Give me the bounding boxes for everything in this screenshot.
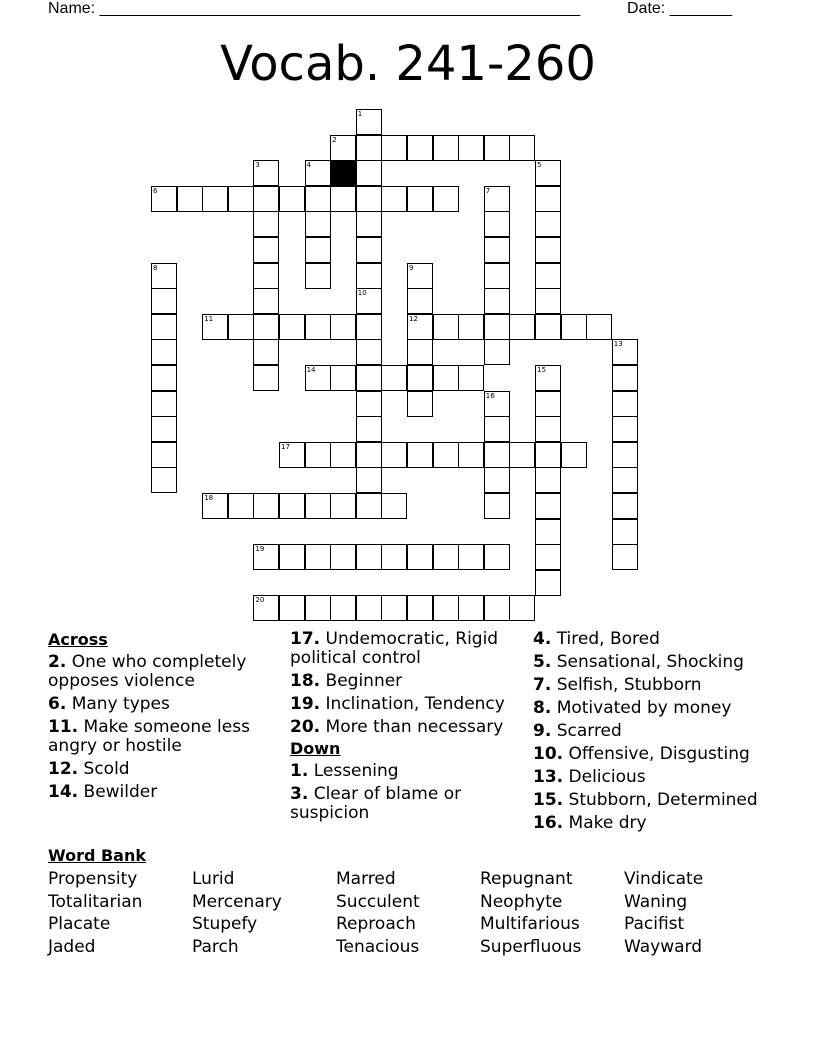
clue-text: Sensational, Shocking — [551, 652, 744, 672]
grid-cell[interactable] — [356, 135, 382, 161]
grid-cell[interactable] — [484, 493, 510, 519]
word-bank-word: Superfluous — [480, 937, 582, 958]
word-bank-word: Multifarious — [480, 914, 580, 935]
grid-cell[interactable] — [253, 288, 279, 314]
grid-cell[interactable] — [177, 186, 203, 212]
grid-cell[interactable] — [484, 135, 510, 161]
grid-cell[interactable] — [253, 365, 279, 391]
grid-cell[interactable] — [202, 314, 228, 340]
grid-cell[interactable] — [535, 391, 561, 417]
grid-cell[interactable] — [228, 314, 254, 340]
clue-number-label: 12. — [48, 759, 79, 779]
clue-number: 1 — [357, 110, 363, 118]
grid-cell[interactable] — [356, 263, 382, 289]
clue-number-label: 1. — [290, 761, 309, 781]
grid-cell[interactable] — [612, 365, 638, 391]
clue-number-label: 20. — [290, 717, 321, 737]
grid-cell[interactable] — [535, 237, 561, 263]
clues-column-1 — [48, 630, 263, 806]
word-bank-word: Neophyte — [480, 891, 563, 912]
grid-cell[interactable] — [253, 160, 279, 186]
grid-cell[interactable] — [433, 442, 459, 468]
clue-number-label: 15. — [533, 790, 564, 810]
grid-cell[interactable] — [151, 288, 177, 314]
grid-cell[interactable] — [407, 339, 433, 365]
grid-cell[interactable] — [586, 314, 612, 340]
grid-cell[interactable] — [612, 391, 638, 417]
clue-item — [48, 783, 263, 802]
grid-cell[interactable] — [356, 288, 382, 314]
grid-cell[interactable] — [330, 314, 356, 340]
grid-cell[interactable] — [330, 544, 356, 570]
grid-cell[interactable] — [253, 544, 279, 570]
grid-cell[interactable] — [484, 314, 510, 340]
grid-cell[interactable] — [458, 544, 484, 570]
clue-number-label: 4. — [533, 629, 552, 649]
grid-cell[interactable] — [458, 595, 484, 621]
clue-text: Tired, Bored — [551, 629, 660, 649]
clue-text: Inclination, Tendency — [320, 694, 505, 714]
word-bank-column — [192, 868, 282, 959]
grid-cell[interactable] — [356, 442, 382, 468]
grid-cell[interactable] — [407, 544, 433, 570]
clue-item — [533, 745, 783, 764]
grid-cell[interactable] — [484, 467, 510, 493]
grid-cell[interactable] — [612, 519, 638, 545]
clue-text: Offensive, Disgusting — [563, 744, 750, 764]
grid-cell[interactable] — [356, 314, 382, 340]
grid-cell[interactable] — [228, 493, 254, 519]
grid-cell[interactable] — [305, 314, 331, 340]
grid-cell[interactable] — [407, 595, 433, 621]
clue-number-label: 13. — [533, 767, 564, 787]
grid-cell[interactable] — [279, 544, 305, 570]
grid-cell[interactable] — [151, 365, 177, 391]
grid-cell[interactable] — [433, 595, 459, 621]
grid-cell[interactable] — [458, 442, 484, 468]
clue-number: 5 — [537, 161, 542, 170]
grid-cell[interactable] — [433, 365, 459, 391]
grid-cell[interactable] — [484, 211, 510, 237]
clue-number: 16 — [485, 391, 495, 400]
grid-cell[interactable] — [407, 365, 433, 391]
clue-number-label: 5. — [533, 652, 552, 672]
grid-cell[interactable] — [433, 314, 459, 340]
clue-number: 9 — [409, 263, 414, 272]
grid-cell[interactable] — [356, 544, 382, 570]
clue-text: Scarred — [551, 721, 622, 741]
grid-cell[interactable] — [151, 391, 177, 417]
grid-cell[interactable] — [484, 237, 510, 263]
grid-cell[interactable] — [561, 314, 587, 340]
clue-text: Undemocratic, Rigid political control — [290, 629, 499, 668]
grid-cell[interactable] — [151, 339, 177, 365]
grid-cell[interactable] — [381, 442, 407, 468]
grid-cell[interactable] — [612, 493, 638, 519]
grid-cell[interactable] — [330, 186, 356, 212]
grid-cell[interactable] — [330, 135, 356, 161]
down-heading: Down — [290, 739, 341, 758]
word-bank-word: Jaded — [48, 937, 96, 958]
grid-cell[interactable] — [535, 314, 561, 340]
clue-number: 7 — [485, 186, 491, 195]
grid-cell[interactable] — [305, 595, 331, 621]
grid-cell[interactable] — [484, 186, 510, 212]
grid-cell[interactable] — [202, 493, 228, 519]
clue-number: 2 — [332, 135, 337, 144]
grid-cell[interactable] — [407, 263, 433, 289]
grid-cell[interactable] — [228, 186, 254, 212]
clue-text: Delicious — [563, 767, 646, 787]
grid-cell[interactable] — [305, 160, 331, 186]
grid-cell[interactable] — [612, 544, 638, 570]
clue-number-label: 10. — [533, 744, 564, 764]
grid-cell[interactable] — [356, 595, 382, 621]
grid-cell[interactable] — [253, 263, 279, 289]
clue-item — [48, 760, 263, 779]
clue-number: 14 — [306, 366, 316, 374]
word-bank-word: Wayward — [624, 937, 703, 958]
clues-column-3 — [533, 630, 783, 837]
clue-text: Motivated by money — [551, 698, 732, 718]
across-heading: Across — [48, 630, 108, 649]
grid-cell[interactable] — [484, 416, 510, 442]
clue-number: 18 — [204, 494, 214, 502]
clue-number-label: 18. — [290, 671, 321, 691]
clue-text: Beginner — [320, 671, 403, 691]
word-bank-column — [336, 868, 420, 959]
grid-cell[interactable] — [458, 365, 484, 391]
grid-cell[interactable] — [535, 211, 561, 237]
grid-cell[interactable] — [407, 442, 433, 468]
clue-number: 20 — [255, 596, 265, 605]
clue-number-label: 19. — [290, 694, 321, 714]
page-title: Vocab. 241-260 — [220, 36, 596, 92]
grid-cell[interactable] — [330, 365, 356, 391]
grid-cell[interactable] — [356, 211, 382, 237]
grid-cell[interactable] — [330, 442, 356, 468]
grid-cell[interactable] — [279, 186, 305, 212]
word-bank-word: Vindicate — [624, 869, 704, 889]
grid-cell[interactable] — [202, 186, 228, 212]
grid-cell[interactable] — [253, 493, 279, 519]
black-square — [330, 160, 356, 186]
grid-cell[interactable] — [151, 442, 177, 468]
word-bank-column — [480, 868, 581, 959]
grid-cell[interactable] — [151, 263, 177, 289]
clue-item — [290, 695, 520, 714]
word-bank-word: Placate — [48, 914, 111, 935]
grid-cell[interactable] — [253, 237, 279, 263]
grid-cell[interactable] — [279, 595, 305, 621]
grid-cell[interactable] — [509, 314, 535, 340]
word-bank-word: Marred — [336, 869, 396, 889]
grid-cell[interactable] — [279, 493, 305, 519]
clue-item — [533, 630, 783, 649]
clue-number-label: 14. — [48, 782, 79, 802]
clue-item — [533, 699, 783, 718]
clue-item — [290, 672, 520, 691]
clue-number-label: 11. — [48, 717, 79, 737]
clue-text: Make someone less angry or hostile — [48, 717, 250, 756]
grid-cell[interactable] — [253, 595, 279, 621]
word-bank-word: Totalitarian — [48, 891, 143, 912]
grid-cell[interactable] — [356, 391, 382, 417]
grid-cell[interactable] — [612, 442, 638, 468]
grid-cell[interactable] — [433, 544, 459, 570]
clue-text: Scold — [78, 759, 130, 779]
grid-cell[interactable] — [305, 211, 331, 237]
grid-cell[interactable] — [484, 263, 510, 289]
grid-cell[interactable] — [279, 442, 305, 468]
grid-cell[interactable] — [253, 211, 279, 237]
grid-cell[interactable] — [356, 416, 382, 442]
word-bank-word: Waning — [624, 891, 688, 912]
grid-cell[interactable] — [535, 570, 561, 596]
grid-cell[interactable] — [253, 314, 279, 340]
clue-number-label: 9. — [533, 721, 552, 741]
grid-cell[interactable] — [330, 493, 356, 519]
clue-number: 12 — [409, 314, 418, 323]
word-bank-word: Pacifist — [624, 914, 685, 935]
grid-cell[interactable] — [407, 186, 433, 212]
grid-cell[interactable] — [407, 135, 433, 161]
grid-cell[interactable] — [407, 391, 433, 417]
grid-cell[interactable] — [381, 544, 407, 570]
grid-cell[interactable] — [305, 237, 331, 263]
grid-cell[interactable] — [509, 442, 535, 468]
word-bank-word: Parch — [192, 937, 239, 958]
clue-item — [290, 630, 520, 668]
clue-number-label: 7. — [533, 675, 552, 695]
name-label: Name: ______________________________________________________ — [48, 0, 581, 17]
clue-number: 19 — [255, 545, 265, 554]
grid-cell[interactable] — [356, 493, 382, 519]
word-bank-word: Reproach — [336, 914, 416, 935]
clue-number: 8 — [153, 263, 158, 272]
clue-item — [48, 718, 263, 756]
grid-cell[interactable] — [253, 339, 279, 365]
grid-cell[interactable] — [330, 595, 356, 621]
word-bank-word: Tenacious — [336, 937, 420, 958]
grid-cell[interactable] — [151, 467, 177, 493]
grid-cell[interactable] — [305, 263, 331, 289]
grid-cell[interactable] — [305, 186, 331, 212]
grid-cell[interactable] — [305, 365, 331, 391]
clue-text: Bewilder — [78, 782, 158, 802]
grid-cell[interactable] — [151, 314, 177, 340]
clue-number-label: 17. — [290, 629, 321, 649]
grid-cell[interactable] — [407, 288, 433, 314]
grid-cell[interactable] — [484, 391, 510, 417]
clue-number: 4 — [306, 161, 312, 170]
grid-cell[interactable] — [535, 416, 561, 442]
clue-number-label: 8. — [533, 698, 552, 718]
clues-column-2 — [290, 630, 520, 827]
grid-cell[interactable] — [279, 314, 305, 340]
clue-item — [290, 718, 520, 737]
clue-text: Clear of blame or suspicion — [290, 784, 462, 823]
clue-item — [290, 762, 520, 781]
grid-cell[interactable] — [356, 109, 382, 135]
word-bank-word: Stupefy — [192, 914, 258, 935]
grid-cell[interactable] — [305, 544, 331, 570]
grid-cell[interactable] — [612, 467, 638, 493]
grid-cell[interactable] — [484, 288, 510, 314]
word-bank-word: Propensity — [48, 869, 138, 889]
word-bank-word: Succulent — [336, 891, 420, 912]
grid-cell[interactable] — [535, 493, 561, 519]
word-bank-word: Repugnant — [480, 869, 573, 889]
grid-cell[interactable] — [484, 544, 510, 570]
clue-text: Lessening — [308, 761, 399, 781]
clue-text: Make dry — [563, 813, 647, 833]
grid-cell[interactable] — [612, 339, 638, 365]
grid-cell[interactable] — [509, 135, 535, 161]
grid-cell[interactable] — [381, 595, 407, 621]
clue-text: One who completely opposes violence — [48, 652, 247, 691]
clue-text: Many types — [66, 694, 170, 714]
grid-cell[interactable] — [356, 237, 382, 263]
grid-cell[interactable] — [151, 416, 177, 442]
grid-cell[interactable] — [484, 595, 510, 621]
word-bank-word: Mercenary — [192, 891, 282, 912]
grid-cell[interactable] — [535, 365, 561, 391]
grid-cell[interactable] — [433, 135, 459, 161]
word-bank-column — [48, 868, 142, 959]
grid-cell[interactable] — [458, 135, 484, 161]
date-label: Date: _______ — [627, 0, 732, 17]
clue-number-label: 6. — [48, 694, 67, 714]
clue-item — [533, 814, 783, 833]
clue-number-label: 16. — [533, 813, 564, 833]
grid-cell[interactable] — [407, 314, 433, 340]
clue-number: 17 — [281, 442, 290, 451]
word-bank-heading: Word Bank — [48, 846, 147, 865]
clue-item — [533, 768, 783, 787]
grid-cell[interactable] — [356, 365, 382, 391]
grid-cell[interactable] — [381, 365, 407, 391]
grid-cell[interactable] — [535, 186, 561, 212]
grid-cell[interactable] — [381, 493, 407, 519]
clue-number: 11 — [204, 314, 214, 323]
grid-cell[interactable] — [458, 314, 484, 340]
grid-cell[interactable] — [356, 160, 382, 186]
clue-item — [533, 676, 783, 695]
grid-cell[interactable] — [356, 186, 382, 212]
clue-item — [48, 653, 263, 691]
clue-number: 6 — [153, 186, 158, 195]
grid-cell[interactable] — [484, 339, 510, 365]
grid-cell[interactable] — [356, 339, 382, 365]
clue-number: 3 — [255, 161, 260, 170]
clue-text: Stubborn, Determined — [563, 790, 758, 810]
grid-cell[interactable] — [509, 595, 535, 621]
grid-cell[interactable] — [484, 442, 510, 468]
grid-cell[interactable] — [305, 442, 331, 468]
grid-cell[interactable] — [612, 416, 638, 442]
grid-cell[interactable] — [535, 160, 561, 186]
clue-number-label: 2. — [48, 652, 67, 672]
clue-item — [48, 695, 263, 714]
grid-cell[interactable] — [535, 442, 561, 468]
clue-item — [533, 722, 783, 741]
clue-item — [533, 791, 783, 810]
clue-text: More than necessary — [320, 717, 504, 737]
word-bank-word: Lurid — [192, 869, 235, 889]
grid-cell[interactable] — [535, 467, 561, 493]
clue-number: 15 — [537, 366, 546, 374]
clue-item — [533, 653, 783, 672]
clue-number-label: 3. — [290, 784, 309, 804]
grid-cell[interactable] — [561, 442, 587, 468]
grid-cell[interactable] — [535, 544, 561, 570]
word-bank-column — [624, 868, 703, 959]
grid-cell[interactable] — [381, 186, 407, 212]
grid-cell[interactable] — [433, 186, 459, 212]
clue-number: 10 — [357, 289, 367, 298]
grid-cell[interactable] — [535, 263, 561, 289]
grid-cell[interactable] — [356, 467, 382, 493]
clue-number: 13 — [613, 340, 623, 349]
grid-cell[interactable] — [305, 493, 331, 519]
grid-cell[interactable] — [535, 519, 561, 545]
grid-cell[interactable] — [151, 186, 177, 212]
grid-cell[interactable] — [381, 135, 407, 161]
grid-cell[interactable] — [535, 288, 561, 314]
clue-text: Selfish, Stubborn — [551, 675, 702, 695]
clue-item — [290, 785, 520, 823]
grid-cell[interactable] — [253, 186, 279, 212]
